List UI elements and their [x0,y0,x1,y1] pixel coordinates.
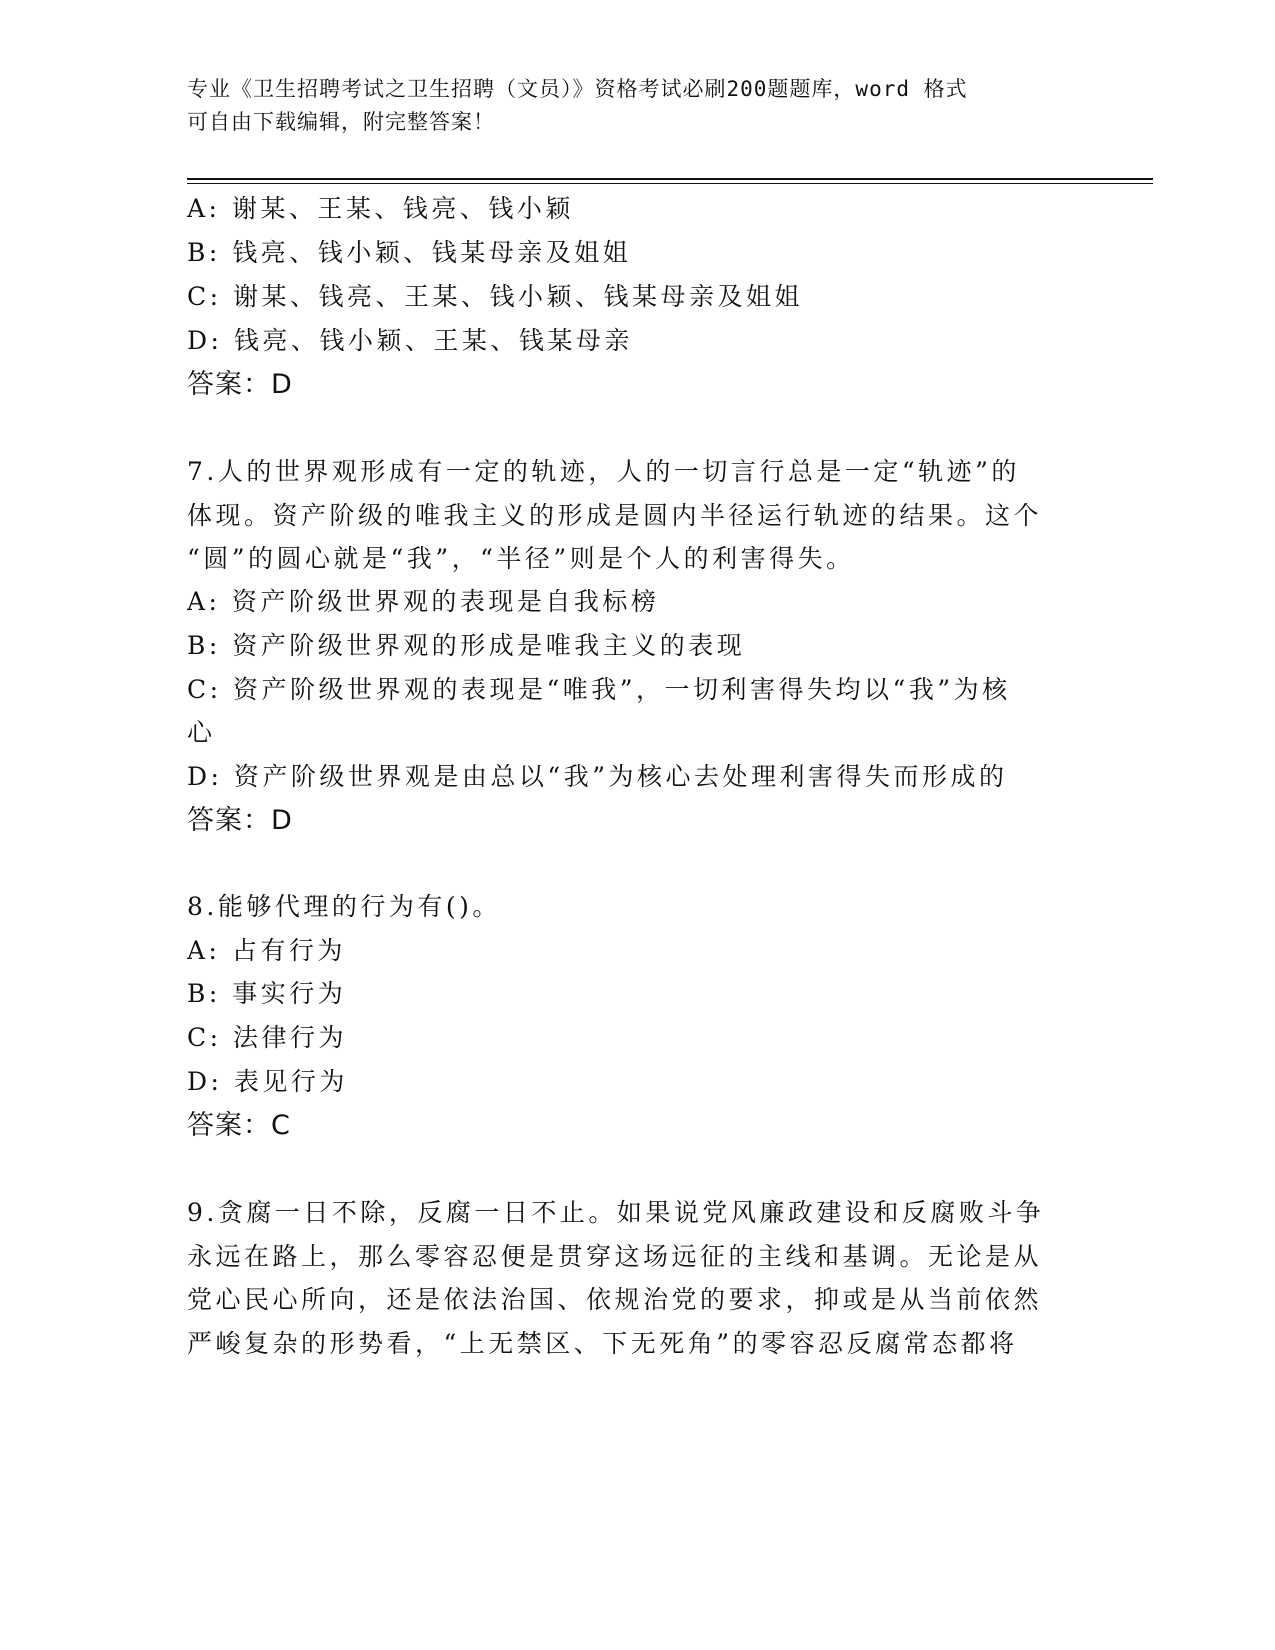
q7-stem-line-2: 体现。资产阶级的唯我主义的形成是圆内半径运行轨迹的结果。这个 [187,501,1043,530]
q6-option-c: C: 谢某、钱亮、王某、钱小颖、钱某母亲及姐姐 [187,282,803,311]
header-divider-thin [187,183,1153,184]
q6-option-d: D: 钱亮、钱小颖、王某、钱某母亲 [187,326,633,355]
q8-option-c: C: 法律行为 [187,1023,347,1052]
q8-stem: 8.能够代理的行为有()。 [187,892,501,921]
q8-option-d: D: 表见行为 [187,1067,348,1096]
q7-option-d: D: 资产阶级世界观是由总以“我”为核心去处理利害得失而形成的 [187,762,1008,791]
header-title-line-2: 可自由下载编辑，附完整答案！ [187,110,495,134]
q7-option-c-continued: 心 [187,718,216,747]
header-divider-thick [187,178,1153,180]
q6-answer: 答案：D [187,369,293,400]
q7-option-a: A: 资产阶级世界观的表现是自我标榜 [187,587,660,616]
q9-stem-line-1: 9.贪腐一日不除，反腐一日不止。如果说党风廉政建设和反腐败斗争 [187,1198,1045,1227]
q9-stem-line-4: 严峻复杂的形势看，“上无禁区、下无死角”的零容忍反腐常态都将 [187,1329,1018,1358]
q7-answer: 答案：D [187,805,293,836]
header-title-line-1: 专业《卫生招聘考试之卫生招聘（文员）》资格考试必刷200题题库，word 格式 [187,77,968,101]
q9-stem-line-3: 党心民心所向，还是依法治国、依规治党的要求，抑或是从当前依然 [187,1285,1043,1314]
q8-option-b: B: 事实行为 [187,979,347,1008]
q7-stem-line-1: 7.人的世界观形成有一定的轨迹，人的一切言行总是一定“轨迹”的 [187,457,1020,486]
q7-stem-line-3: “圆”的圆心就是“我”，“半径”则是个人的利害得失。 [187,544,855,573]
q7-option-c: C: 资产阶级世界观的表现是“唯我”，一切利害得失均以“我”为核 [187,675,1011,704]
q8-option-a: A: 占有行为 [187,936,346,965]
q7-option-b: B: 资产阶级世界观的形成是唯我主义的表现 [187,631,746,660]
q6-option-a: A: 谢某、王某、钱亮、钱小颖 [187,194,574,223]
q9-stem-line-2: 永远在路上，那么零容忍便是贯穿这场远征的主线和基调。无论是从 [187,1242,1043,1271]
q8-answer: 答案：C [187,1110,291,1141]
q6-option-b: B: 钱亮、钱小颖、钱某母亲及姐姐 [187,238,632,267]
document-header [187,73,1067,139]
